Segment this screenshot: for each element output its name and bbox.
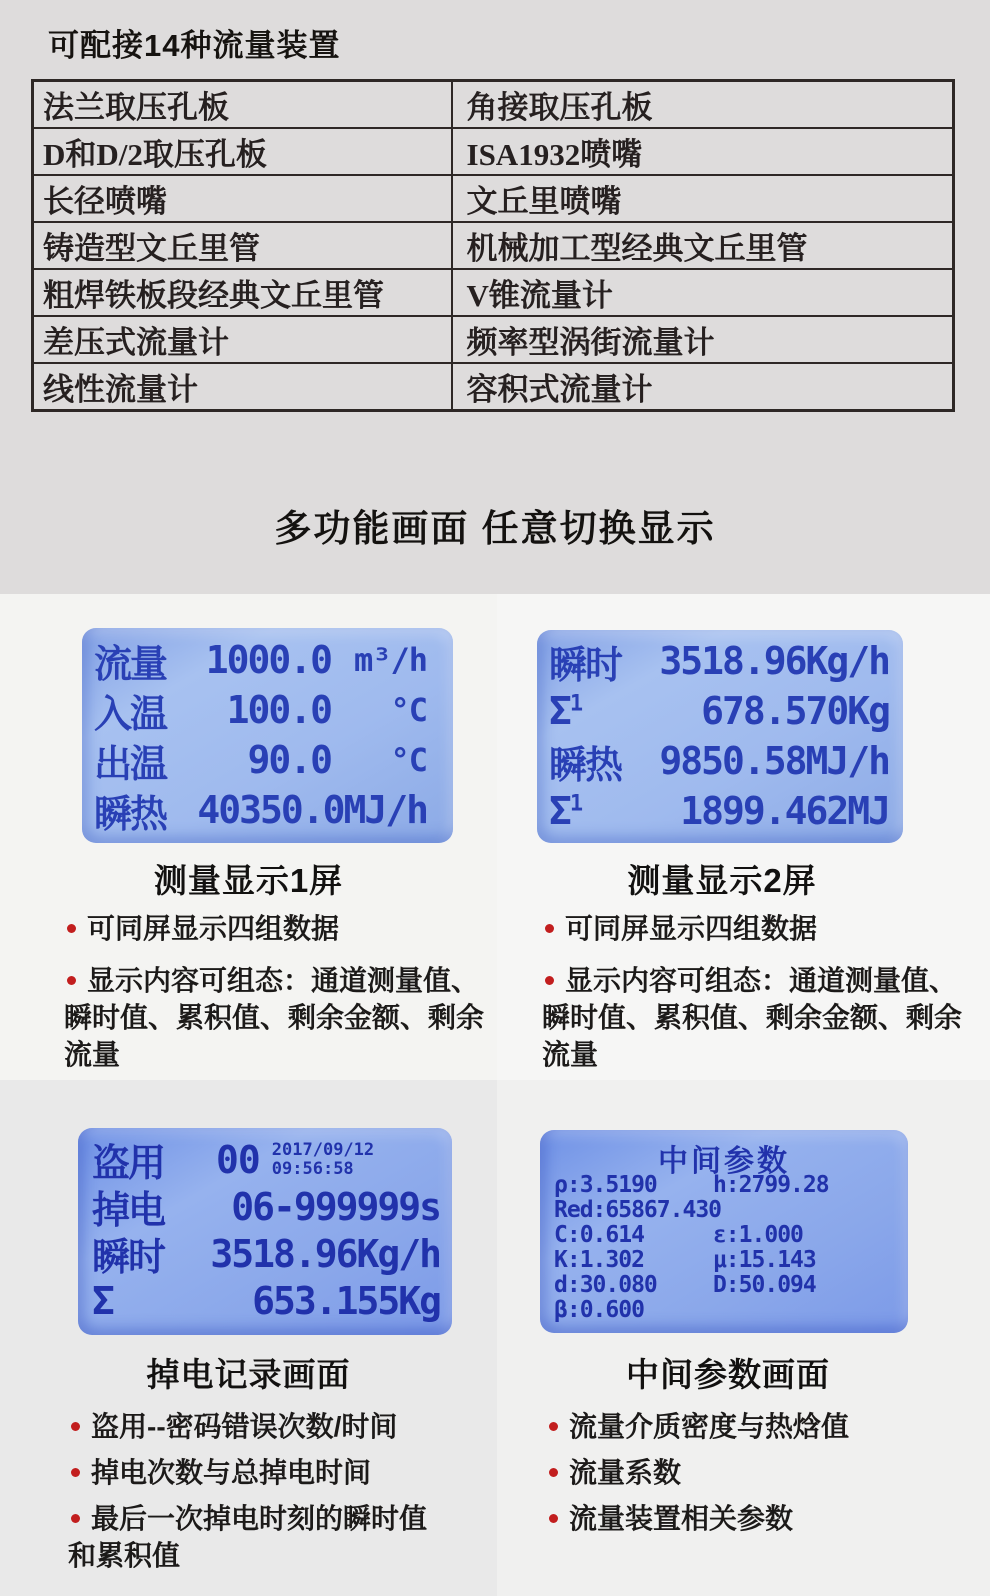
feature-list-poweroff-record [68,1408,450,1583]
panel-title-measure-2: 测量显示2屏 [627,862,817,899]
device-cell: ISA1932喷嘴 [452,128,954,175]
bullet-dot-icon [545,976,554,985]
sigma-symbol: Σ [549,689,570,733]
feature-bullet [542,962,970,1073]
lcd-param-right: μ:15.143 [712,1247,816,1273]
bullet-dot-icon [67,924,76,933]
feature-bullet [68,1500,450,1574]
feature-list-measure-2 [542,910,970,1088]
feature-bullet [64,910,492,947]
lcd-value: 1000.0 [205,638,331,682]
device-cell: 角接取压孔板 [452,81,954,129]
lcd-time: 09:56:58 [271,1158,354,1179]
lcd-param-right: D:50.094 [712,1272,816,1298]
lcd-row [78,1230,452,1277]
lcd-row [78,1183,452,1230]
bullet-dot-icon [549,1468,558,1477]
lcd-row [540,1297,908,1322]
table-row [33,175,954,222]
lcd-screen-title: 中间参数 [658,1144,790,1179]
device-cell: 文丘里喷嘴 [452,175,954,222]
device-cell: 铸造型文丘里管 [33,222,452,269]
lcd-unit: °C [390,741,427,779]
lcd-label: 出温 [94,741,167,786]
lcd-value: 06-999999s [231,1184,440,1229]
feature-bullet [546,1408,966,1445]
lcd-param-left: K:1.302 [554,1247,644,1273]
bullet-text: 可同屏显示四组数据 [87,913,340,944]
lcd-row [540,1197,908,1222]
lcd-label: 盗用 [92,1141,165,1185]
lcd-unit: m³/h [353,641,427,679]
lcd-label: 瞬热 [94,791,167,836]
table-row [33,363,954,411]
lcd-param-right: h:2799.28 [712,1172,829,1198]
device-cell: 长径喷嘴 [33,175,452,222]
table-row [33,269,954,316]
bullet-dot-icon [67,976,76,985]
lcd-row [82,735,453,785]
lcd-value: 3518.96Kg/h [210,1231,440,1276]
device-cell: 差压式流量计 [33,316,452,363]
bullet-dot-icon [549,1514,558,1523]
feature-list-intermediate-params [546,1408,966,1546]
lcd-label: 瞬时 [92,1235,165,1279]
lcd-param-right: ε:1.000 [712,1222,803,1248]
feature-bullet [546,1500,966,1537]
lcd-date: 2017/09/12 [271,1139,375,1160]
bullet-text: 盗用--密码错误次数/时间 [91,1411,398,1442]
feature-bullet [64,962,492,1073]
lcd-label: 掉电 [92,1188,165,1232]
device-cell: 频率型涡街流量计 [452,316,954,363]
lcd-row [78,1136,452,1183]
lcd-row [537,686,903,736]
lcd-label: Σ [92,1278,113,1323]
panel-title-poweroff-record: 掉电记录画面 [146,1356,351,1393]
bullet-dot-icon [71,1422,80,1431]
lcd-value: 90.0 [247,738,331,782]
device-table [31,79,955,412]
sigma-superscript: 1 [569,791,584,817]
lcd-label: 入温 [94,691,167,736]
bullet-text: 流量系数 [569,1457,682,1488]
feature-bullet [68,1454,450,1491]
lcd-row [540,1172,908,1197]
table-row [33,81,954,129]
sigma-superscript: 1 [569,691,584,717]
lcd-value: 3518.96Kg/h [659,639,889,683]
bullet-text: 显示内容可组态：通道测量值、瞬时值、累积值、剩余金额、剩余流量 [64,965,485,1070]
feature-list-measure-1 [64,910,492,1088]
lcd-param-left: Red:65867.430 [554,1197,722,1223]
lcd-row [540,1272,908,1297]
device-cell: 容积式流量计 [452,363,954,411]
lcd-row [537,636,903,686]
lcd-param-left: ρ:3.5190 [554,1172,657,1198]
panel-title-intermediate-params: 中间参数画面 [626,1356,830,1393]
device-cell: 线性流量计 [33,363,452,411]
lcd-row [540,1247,908,1272]
bullet-text: 可同屏显示四组数据 [565,913,818,944]
lcd-value: 653.155Kg [252,1278,440,1323]
lcd-value: 9850.58MJ/h [659,739,889,783]
feature-bullet [542,910,970,947]
table-row [33,222,954,269]
lcd-datetime [272,1141,374,1179]
lcd-row [537,736,903,786]
lcd-value: 678.570Kg [701,689,889,733]
bullet-text: 流量装置相关参数 [569,1503,794,1534]
lcd-row [540,1222,908,1247]
lcd-unit: °C [390,691,427,729]
lcd-screen-intermediate-params [540,1130,908,1333]
device-cell: 法兰取压孔板 [33,81,452,129]
table-row [33,128,954,175]
bullet-text: 显示内容可组态：通道测量值、瞬时值、累积值、剩余金额、剩余流量 [542,965,963,1070]
lcd-label: 瞬热 [549,742,622,787]
lcd-screen-poweroff-record [78,1128,452,1335]
lcd-label: 流量 [94,641,167,686]
lcd-value: 1899.462MJ [680,789,889,833]
lcd-value: 100.0 [226,688,331,732]
bullet-dot-icon [71,1468,80,1477]
page-title: 可配接14种流量装置 [48,28,341,63]
lcd-row [537,786,903,836]
lcd-screen-measure-2 [537,630,903,843]
bullet-text: 掉电次数与总掉电时间 [91,1457,372,1488]
lcd-label: 瞬时 [549,642,622,687]
lcd-value: 40350.0MJ/h [197,788,427,832]
lcd-param-left: C:0.614 [554,1222,644,1248]
lcd-label [549,789,583,833]
bullet-dot-icon [71,1514,80,1523]
device-cell: 机械加工型经典文丘里管 [452,222,954,269]
lcd-row [82,635,453,685]
lcd-param-left: β:0.600 [554,1297,644,1323]
section-title: 多功能画面 任意切换显示 [274,508,716,549]
lcd-param-left: d:30.080 [554,1272,657,1298]
device-cell: V锥流量计 [452,269,954,316]
panel-title-measure-1: 测量显示1屏 [153,862,344,899]
bullet-dot-icon [545,924,554,933]
bullet-text: 最后一次掉电时刻的瞬时值和累积值 [68,1503,428,1571]
lcd-value: 00 [216,1137,260,1182]
lcd-row [82,785,453,835]
lcd-row [82,685,453,735]
sigma-symbol: Σ [549,789,570,833]
feature-bullet [546,1454,966,1491]
bullet-text: 流量介质密度与热焓值 [569,1411,850,1442]
lcd-row [78,1277,452,1324]
feature-bullet [68,1408,450,1445]
bullet-dot-icon [549,1422,558,1431]
lcd-screen-measure-1 [82,628,453,843]
device-cell: D和D/2取压孔板 [33,128,452,175]
device-cell: 粗焊铁板段经典文丘里管 [33,269,452,316]
lcd-label [549,689,583,733]
table-row [33,316,954,363]
